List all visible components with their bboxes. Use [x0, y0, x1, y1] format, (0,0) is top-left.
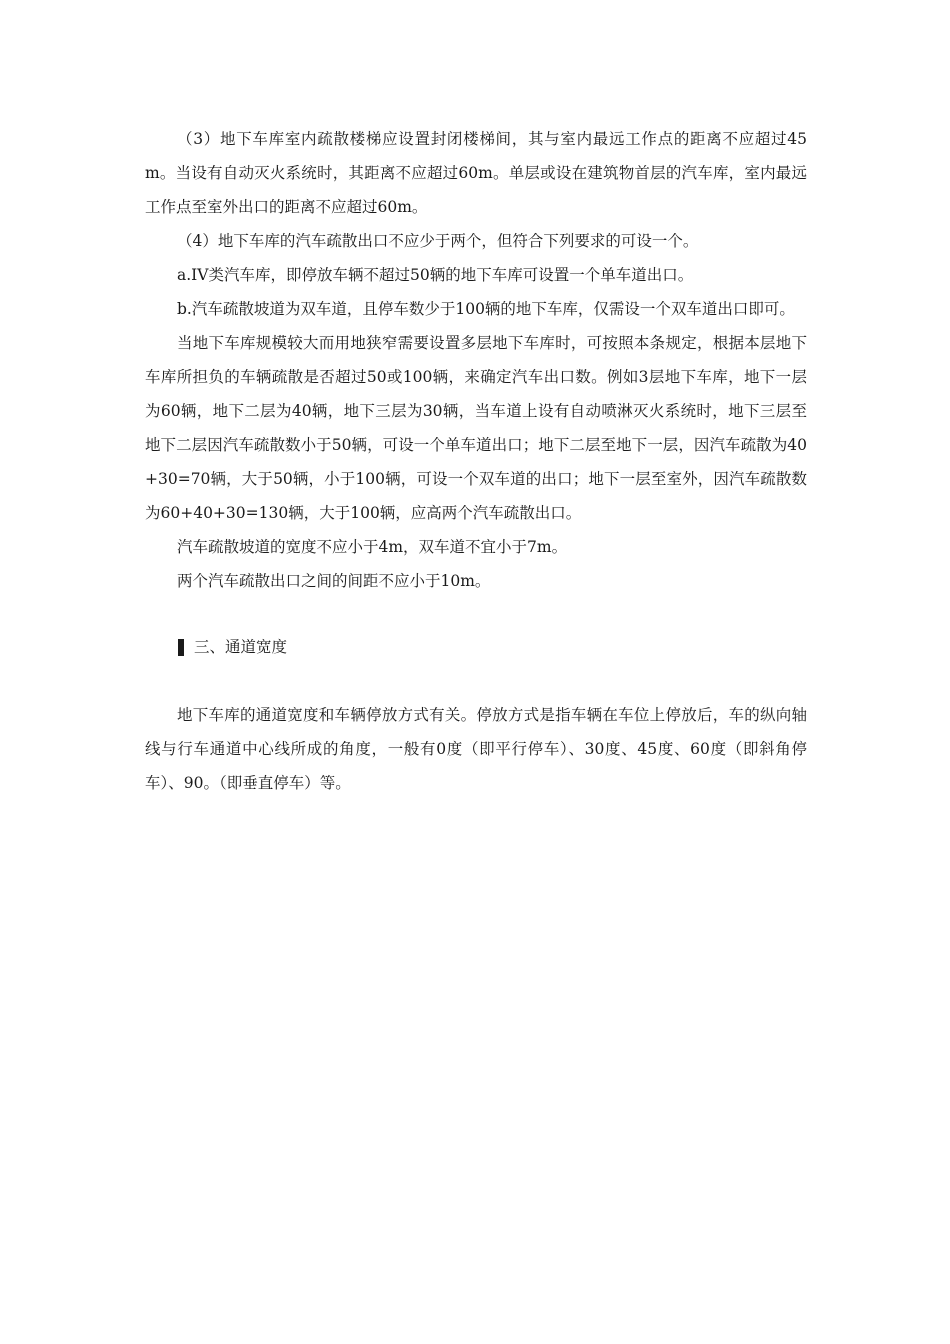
- paragraph-exit-spacing: 两个汽车疏散出口之间的间距不应小于10m。: [177, 572, 491, 590]
- heading-marker-icon: [178, 639, 184, 656]
- document-page: [145, 122, 807, 800]
- paragraph-ramp-width: 汽车疏散坡道的宽度不应小于4m，双车道不宜小于7m。: [177, 538, 568, 556]
- paragraph-exit-count: （4）地下车库的汽车疏散出口不应少于两个，但符合下列要求的可设一个。: [177, 232, 699, 250]
- section-heading: [145, 630, 807, 664]
- section-heading-text: 三、通道宽度: [194, 638, 288, 656]
- paragraph-stair-distance: （3）地下车库室内疏散楼梯应设置封闭楼梯间，其与室内最远工作点的距离不应超过45m。当设有自动灭火系统时，其距离不应超过60m。单层或设在建筑物首层的汽车库，室内最远工作点至室外出口的距离不应超过60m。: [145, 130, 807, 216]
- paragraph-multilevel-example: 当地下车库规模较大而用地狭窄需要设置多层地下车库时，可按照本条规定，根据本层地下车库所担负的车辆疏散是否超过50或100辆，来确定汽车出口数。例如3层地下车库，地下一层为60辆，地下二层为40辆，地下三层为30辆，当车道上设有自动喷淋灭火系统时，地下三层至地下二层因汽车疏散数小于50辆，可设一个单车道出口；地下二层至地下一层，因汽车疏散为40+30=70辆，大于50辆，小于100辆，可设一个双车道的出口；地下一层至室外，因汽车疏散数为60+40+30=130辆，大于100辆，应高两个汽车疏散出口。: [145, 334, 807, 522]
- paragraph-item-b: b.汽车疏散坡道为双车道，且停车数少于100辆的地下车库，仅需设一个双车道出口即可。: [177, 300, 795, 318]
- paragraph-aisle-width: 地下车库的通道宽度和车辆停放方式有关。停放方式是指车辆在车位上停放后，车的纵向轴线与行车通道中心线所成的角度，一般有0度（即平行停车）、30度、45度、60度（即斜角停车）、90。（即垂直停车）等。: [145, 706, 807, 792]
- paragraph-item-a: a.IV类汽车库，即停放车辆不超过50辆的地下车库可设置一个单车道出口。: [177, 266, 694, 284]
